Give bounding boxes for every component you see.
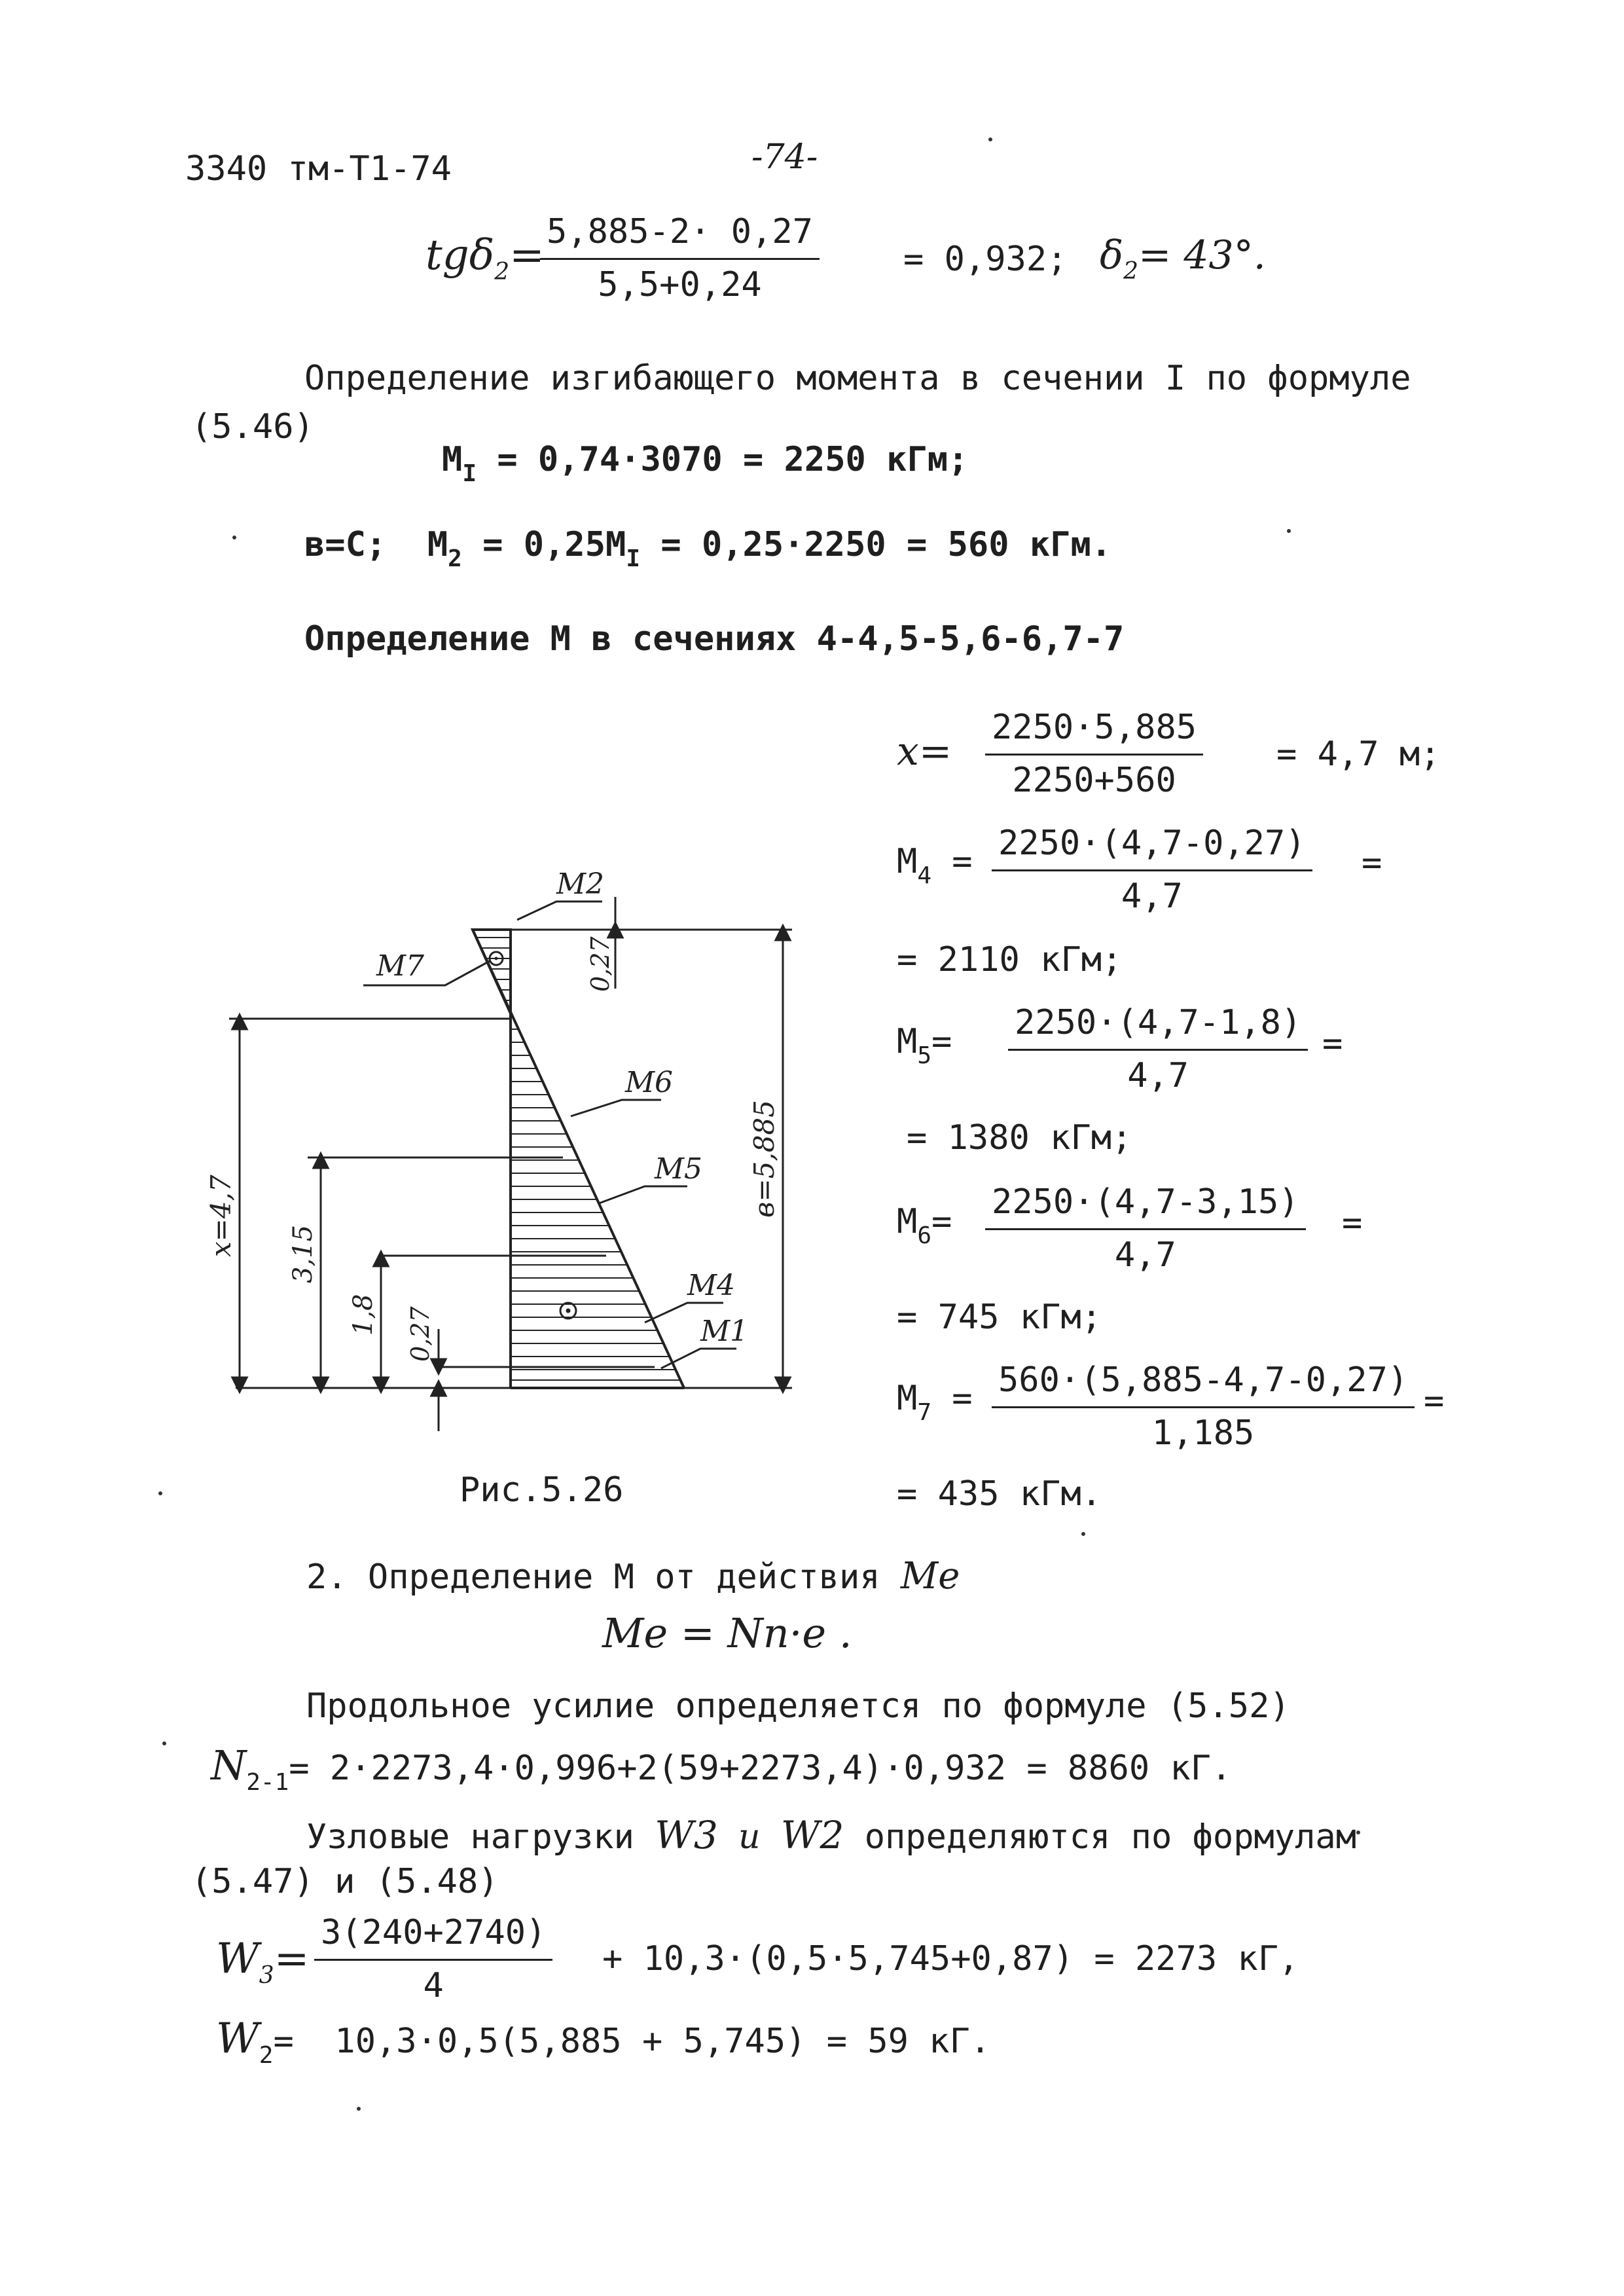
label-m5: M5 — [655, 1152, 703, 1186]
paragraph-moment-definition: Определение изгибающего момента в сечении I по формуле — [304, 359, 1411, 398]
label-x-dimension: x=4,7 — [205, 1175, 237, 1257]
scan-speck — [162, 1741, 166, 1745]
equation-m4-tail: = — [1362, 843, 1382, 883]
equation-w3-lhs: $W_3=$ — [216, 1935, 310, 1989]
tg-delta-numerator: 5,885-2· 0,27 — [540, 215, 820, 260]
m7-denominator: 1,185 — [1151, 1413, 1255, 1453]
m6-denominator: 4,7 — [1114, 1235, 1176, 1275]
equation-m7-result: = 435 кГм. — [897, 1474, 1102, 1514]
tg-delta-lhs: tgδ$_2$= — [425, 231, 545, 285]
equation-x-result: = 4,7 м; — [1276, 735, 1441, 774]
figure-caption: Рис.5.26 — [460, 1470, 624, 1510]
equation-w3-rhs: + 10,3·(0,5·5,745+0,87) = 2273 кГ, — [602, 1939, 1299, 1978]
paragraph-sections: Определение М в сечениях 4-4,5-5,6-6,7-7 — [304, 619, 1125, 659]
scan-speck — [357, 2107, 361, 2111]
equation-m1: $M_I = 0,74\cdot 3070 = 2250$ кГм; — [442, 440, 969, 487]
x-denominator: 2250+560 — [1012, 761, 1176, 800]
label-027-top: 0,27 — [586, 936, 615, 992]
tg-delta-result: = 0,932; — [903, 240, 1068, 279]
scan-speck — [232, 536, 236, 539]
equation-m6-lhs: $M_6=$ — [897, 1202, 952, 1249]
equation-m5-lhs: $M_5=$ — [897, 1022, 952, 1069]
equation-w2: $W_2= 10,3\cdot 0,5(5,885 + 5,745) = 59$ кГ. — [216, 2014, 991, 2069]
equation-m6-tail: = — [1342, 1203, 1363, 1243]
label-18-dimension: 1,8 — [348, 1294, 378, 1336]
scan-speck — [988, 137, 992, 141]
document-code: 3340 тм-Т1-74 — [185, 149, 452, 189]
page-number: -74- — [751, 137, 818, 177]
equation-n: $N_{2-1}= 2\cdot 2273,4\cdot 0,996+2(59+2273,4)\cdot 0,932 = 8860$ кГ. — [211, 1741, 1232, 1796]
label-b-dimension: в=5,885 — [748, 1100, 780, 1218]
formula-references-547-548: (5.47) и (5.48) — [191, 1862, 499, 1901]
section-2-heading: 2. Определение М от действия Me — [306, 1555, 960, 1597]
scan-speck — [1356, 1831, 1360, 1834]
equation-m4-result: = 2110 кГм; — [897, 940, 1123, 979]
paragraph-nodal-loads: Узловые нагрузки W3 и W2 определяются по формулам — [306, 1813, 1357, 1857]
paragraph-longitudinal-force: Продольное усилие определяется по формуле (5.52) — [306, 1686, 1290, 1726]
label-m7: M7 — [376, 949, 425, 983]
m4-numerator: 2250·(4,7-0,27) — [992, 826, 1312, 871]
equation-m7-tail: = — [1424, 1381, 1445, 1421]
equation-x-lhs: x= — [897, 729, 952, 774]
tg-delta-denominator: 5,5+0,24 — [598, 265, 762, 304]
formula-reference: (5.46) — [191, 407, 314, 446]
equation-m2: в=С; $M_2 = 0,25M_I = 0,25\cdot 2250 = 560$ кГм. — [304, 525, 1112, 572]
scan-speck — [158, 1491, 162, 1495]
label-m2: M2 — [556, 867, 605, 901]
m5-denominator: 4,7 — [1127, 1056, 1189, 1095]
delta-angle: $\delta_2= 43^\circ$. — [1100, 232, 1266, 285]
equation-m5-result: = 1380 кГм; — [907, 1118, 1132, 1157]
label-027-bottom: 0,27 — [406, 1306, 435, 1362]
m6-numerator: 2250·(4,7-3,15) — [985, 1185, 1306, 1230]
label-m1: M1 — [700, 1315, 749, 1348]
equation-m7-lhs: $M_7$ = — [897, 1379, 973, 1426]
scan-speck — [1081, 1532, 1085, 1536]
scan-speck — [1287, 529, 1291, 533]
label-315-dimension: 3,15 — [288, 1224, 318, 1283]
label-m4: M4 — [687, 1269, 736, 1302]
m5-numerator: 2250·(4,7-1,8) — [1008, 1006, 1308, 1051]
w3-denominator: 4 — [423, 1966, 444, 2005]
equation-w3-fraction — [314, 1913, 552, 2005]
label-m6: M6 — [625, 1066, 674, 1099]
m4-denominator: 4,7 — [1121, 877, 1183, 916]
equation-m4-lhs: $M_4$ = — [897, 842, 973, 889]
m7-numerator: 560·(5,885-4,7-0,27) — [992, 1363, 1415, 1408]
me-formula: Me = Nn·e . — [602, 1609, 852, 1657]
equation-m6-result: = 745 кГм; — [897, 1298, 1102, 1337]
w3-numerator: 3(240+2740) — [314, 1916, 552, 1961]
equation-m5-tail: = — [1322, 1024, 1343, 1063]
x-numerator: 2250·5,885 — [985, 710, 1203, 756]
